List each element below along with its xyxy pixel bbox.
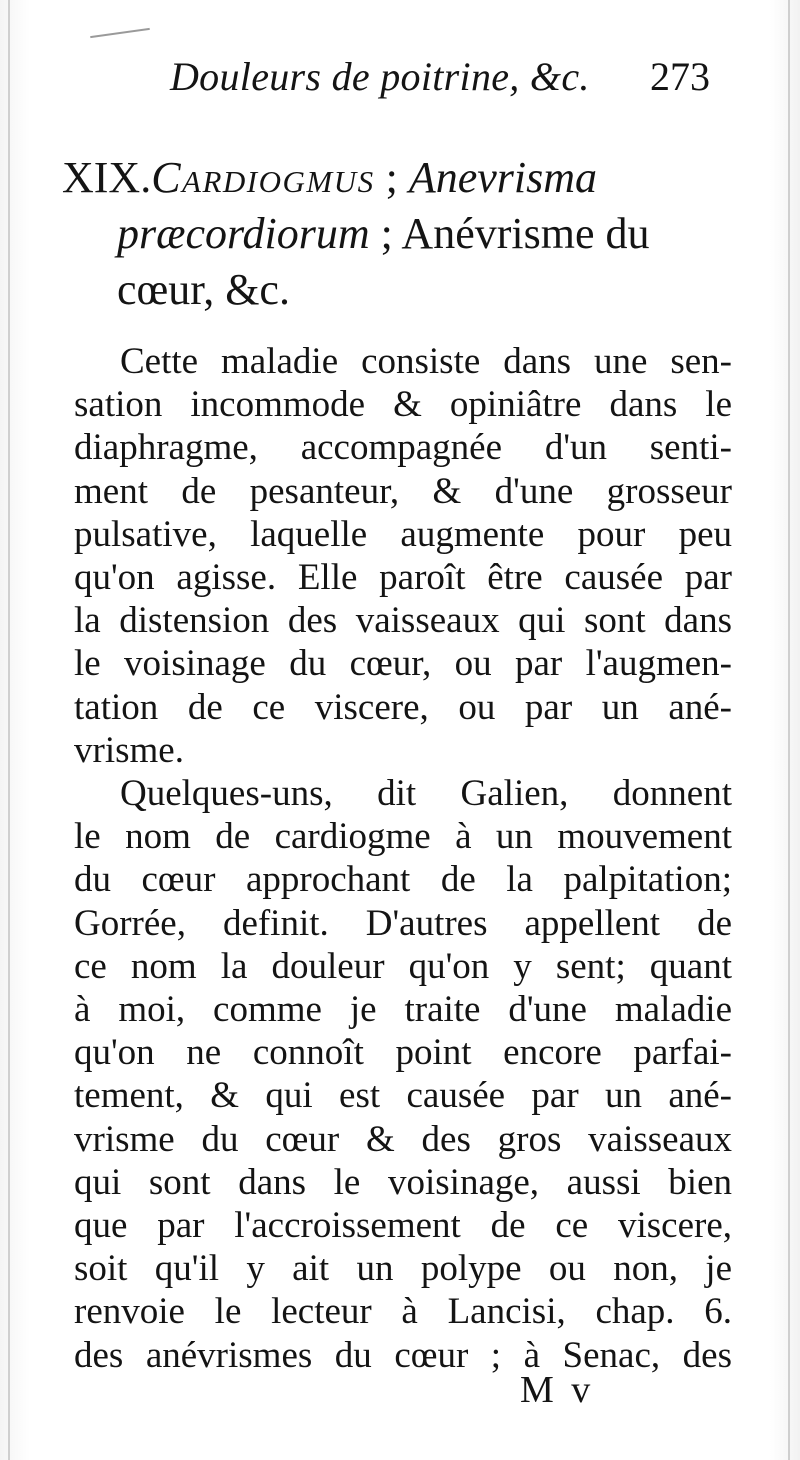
text-line: qui sont dans le voisinage, aussi bien <box>74 1161 732 1203</box>
section-separator-2: ; <box>369 209 402 258</box>
text-line: soit qu'il y ait un polype ou non, je <box>74 1248 732 1290</box>
page-number: 273 <box>650 54 710 99</box>
section-title-line-1 <box>62 150 732 206</box>
section-title <box>62 150 732 318</box>
text-line: tation de ce viscere, ou par un ané- <box>74 686 732 728</box>
text-line: diaphragme, accompagnée d'un senti- <box>74 427 732 469</box>
text-line: renvoie le lecteur à Lancisi, chap. 6. <box>74 1291 732 1333</box>
paragraph-1 <box>62 340 732 772</box>
text-line: tement, & qui est causée par un ané- <box>74 1075 732 1117</box>
text-line: qu'on ne connoît point encore parfai- <box>74 1032 732 1074</box>
text-line: Cette maladie consiste dans une sen- <box>120 341 732 382</box>
ink-smudge <box>90 28 150 38</box>
section-number: XIX. <box>62 153 152 202</box>
section-latin-name: Anevrisma <box>408 153 598 202</box>
section-title-line-3 <box>62 262 732 318</box>
left-page-edge <box>8 0 10 1460</box>
text-line: ment de pesanteur, & d'une grosseur <box>74 470 732 512</box>
text-line: pulsative, laquelle augmente pour peu <box>74 513 732 555</box>
text-line: Gorrée, definit. D'autres appellent de <box>74 902 732 944</box>
main-text <box>62 150 732 1377</box>
section-french-name-2: cœur, &c. <box>117 265 290 314</box>
text-line: du cœur approchant de la palpitation; <box>74 859 732 901</box>
text-line: le nom de cardiogme à un mouvement <box>74 816 732 858</box>
signature-mark: M v <box>520 1369 595 1411</box>
text-line: sation incommode & opiniâtre dans le <box>74 384 732 426</box>
right-page-edge <box>788 0 790 1460</box>
running-title: Douleurs de poitrine, &c. <box>170 54 590 99</box>
text-line: vrisme du cœur & des gros vaisseaux <box>74 1118 732 1160</box>
text-line: la distension des vaisseaux qui sont dans <box>74 600 732 642</box>
page-header <box>170 52 710 102</box>
section-name: Cardiogmus <box>151 153 375 202</box>
text-line: le voisinage du cœur, ou par l'augmen- <box>74 643 732 685</box>
paragraph-2 <box>62 772 732 1377</box>
text-line: que par l'accroissement de ce viscere, <box>74 1205 732 1247</box>
text-line: qu'on agisse. Elle paroît être causée par <box>74 557 732 599</box>
text-line: vrisme. <box>74 729 184 771</box>
text-line: à moi, comme je traite d'une maladie <box>74 989 732 1031</box>
text-line: Quelques-uns, dit Galien, donnent <box>120 773 732 815</box>
section-separator-1: ; <box>374 153 409 202</box>
text-line: ce nom la douleur qu'on y sent; quant <box>74 945 732 987</box>
section-title-line-2 <box>62 206 732 262</box>
text-line: des anévrismes du cœur ; à Senac, des <box>74 1334 732 1376</box>
section-latin-name-2: præcordiorum <box>117 209 370 258</box>
section-french-name: Anévrisme du <box>401 209 650 258</box>
